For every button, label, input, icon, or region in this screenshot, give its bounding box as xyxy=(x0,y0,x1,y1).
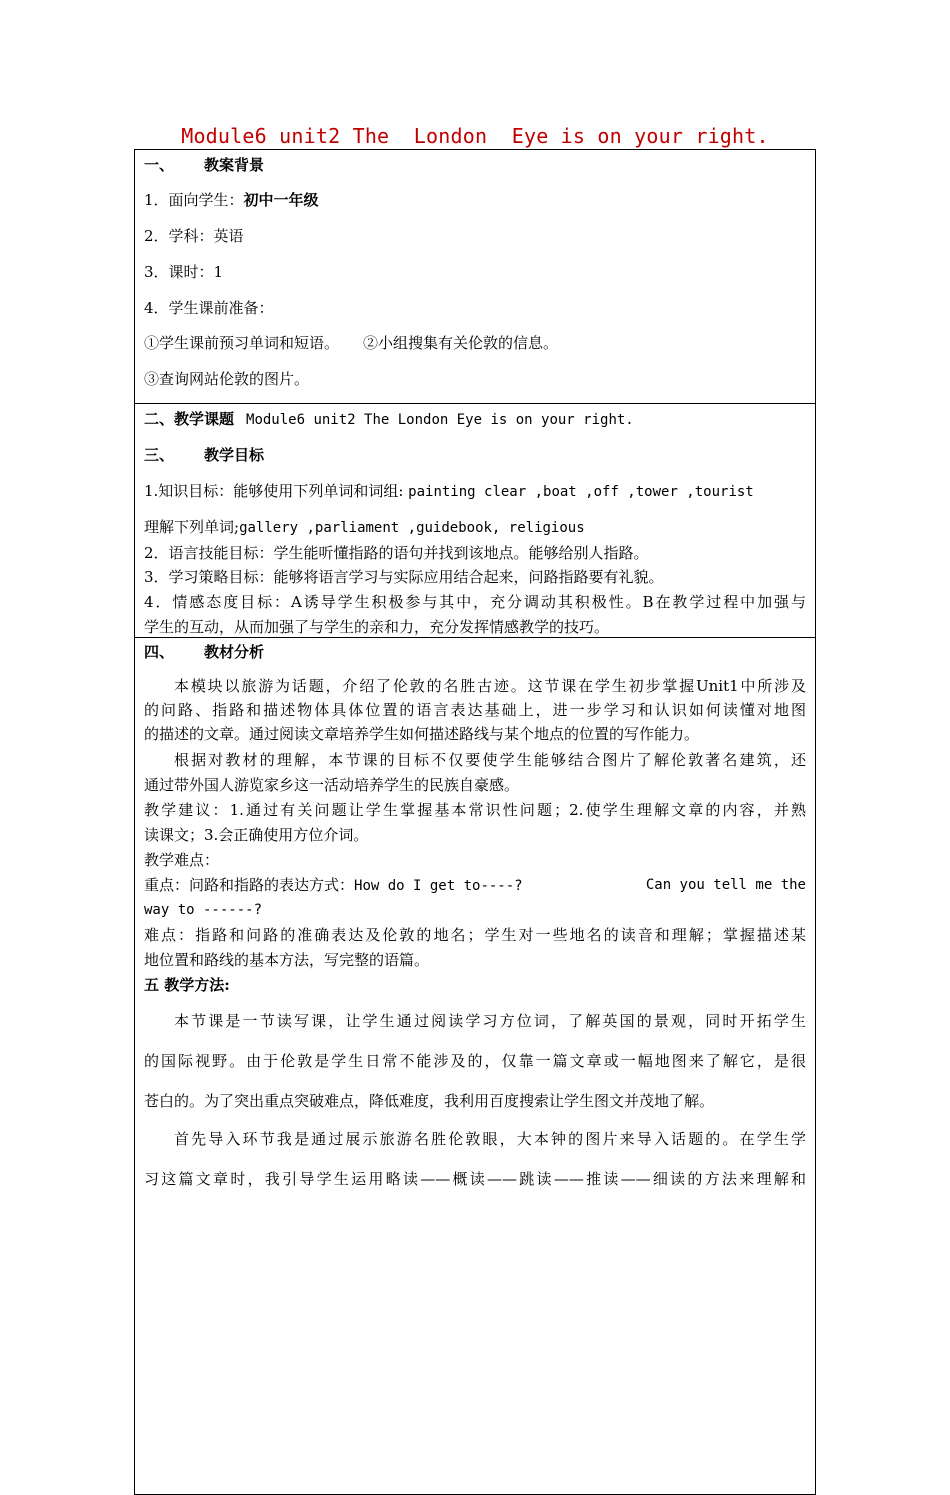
goal1-text: 1.知识目标：能够使用下列单词和词组: xyxy=(144,482,404,500)
section2-heading: 二、教学课题 xyxy=(144,410,235,428)
section1-heading-text: 教案背景 xyxy=(204,156,265,174)
item-periods: 3．课时：1 xyxy=(144,263,224,281)
section3-heading-text: 教学目标 xyxy=(204,446,265,464)
difficulty-label: 教学难点： xyxy=(144,851,220,869)
goal1-words: painting clear ,boat ,off ,tower ,tourist xyxy=(408,484,754,500)
hard-point-line1: 难点：指路和问路的准确表达及伦敦的地名；学生对一些地名的读音和理解；掌握描述某 xyxy=(144,926,806,944)
lesson-topic: Module6 unit2 The London Eye is on your right. xyxy=(246,412,634,428)
preparation-list xyxy=(144,334,806,352)
key-point-line2: way to ------? xyxy=(144,902,263,918)
key-point-q1: How do I get to----? xyxy=(354,878,523,894)
key-point-text: 重点：问路和指路的表达方式： xyxy=(144,876,355,894)
hard-point-line2: 地位置和路线的基本方法，写完整的语篇。 xyxy=(144,951,430,969)
method-p2-line2: 习这篇文章时，我引导学生运用略读——概读——跳读——推读——细读的方法来理解和 xyxy=(144,1170,806,1188)
item1-value: 初中一年级 xyxy=(243,191,319,209)
analysis-p1-line3: 的描述的文章。通过阅读文章培养学生如何描述路线与某个地点的位置的写作能力。 xyxy=(144,725,700,743)
goal1b-text: 理解下列单词; xyxy=(144,518,240,536)
goal-attitude-line2: 学生的互动，从而加强了与学生的亲和力，充分发挥情感教学的技巧。 xyxy=(144,618,610,636)
section-topic-goals xyxy=(135,404,815,638)
section1-heading xyxy=(144,156,806,174)
goal-language-skill: 2．语言技能目标：学生能听懂指路的语句并找到该地点。能够给别人指路。 xyxy=(144,544,649,562)
prep-item-a: ①学生课前预习单词和短语。 xyxy=(144,334,340,352)
item-preparation: 4．学生课前准备： xyxy=(144,299,274,317)
item-subject: 2．学科：英语 xyxy=(144,227,244,245)
section5-heading: 五 教学方法: xyxy=(144,976,230,994)
analysis-p2-line1: 根据对教材的理解，本节课的目标不仅要使学生能够结合图片了解伦敦著名建筑，还 xyxy=(174,751,806,769)
section-background xyxy=(135,150,815,404)
goal-knowledge xyxy=(144,482,806,501)
section4-heading-text: 教材分析 xyxy=(204,643,265,661)
key-point-line1 xyxy=(144,876,806,895)
key-point-q2: Can you tell me the xyxy=(645,877,806,893)
method-p1-line1: 本节课是一节读写课，让学生通过阅读学习方位词，了解英国的景观，同时开拓学生 xyxy=(174,1012,806,1030)
item-target-students xyxy=(144,191,806,209)
suggestion-line1: 教学建议：1.通过有关问题让学生掌握基本常识性问题；2.使学生理解文章的内容，并熟 xyxy=(144,801,806,819)
lesson-plan-table xyxy=(134,149,816,1495)
document-title: Module6 unit2 The London Eye is on your right. xyxy=(181,124,769,148)
method-p1-line2: 的国际视野。由于伦敦是学生日常不能涉及的，仅靠一篇文章或一幅地图来了解它，是很 xyxy=(144,1052,806,1070)
suggestion-line2: 读课文；3.会正确使用方位介词。 xyxy=(144,826,369,844)
section4-heading xyxy=(144,643,806,661)
analysis-p1-line2: 的问路、指路和描述物体具体位置的语言表达基础上，进一步学习和认识如何读懂对地图 xyxy=(144,701,806,719)
goal-knowledge-understand xyxy=(144,518,806,537)
method-p2-line1: 首先导入环节我是通过展示旅游名胜伦敦眼，大本钟的图片来导入话题的。在学生学 xyxy=(174,1130,806,1148)
prep-item-c: ③查询网站伦敦的图片。 xyxy=(144,370,310,388)
analysis-p2-line2: 通过带外国人游览家乡这一活动培养学生的民族自豪感。 xyxy=(144,776,520,794)
section4-heading-number: 四、 xyxy=(144,643,175,661)
section1-heading-number: 一、 xyxy=(144,156,175,174)
section-material-methods xyxy=(135,638,815,1494)
prep-item-b: ②小组搜集有关伦敦的信息。 xyxy=(363,334,559,352)
method-p1-line3: 苍白的。为了突出重点突破难点，降低难度，我利用百度搜索让学生图文并茂地了解。 xyxy=(144,1092,715,1110)
goal-learning-strategy: 3．学习策略目标：能够将语言学习与实际应用结合起来，问路指路要有礼貌。 xyxy=(144,568,664,586)
goal-attitude-line1: 4．情感态度目标：A诱导学生积极参与其中，充分调动其积极性。B在教学过程中加强与 xyxy=(144,593,806,611)
goal1b-words: gallery ,parliament ,guidebook, religious xyxy=(239,520,585,536)
item1-label: 1．面向学生： xyxy=(144,191,244,209)
section2-row xyxy=(144,410,806,429)
analysis-p1-line1: 本模块以旅游为话题，介绍了伦敦的名胜古迹。这节课在学生初步掌握Unit1中所涉及 xyxy=(174,677,806,695)
section3-heading xyxy=(144,446,806,464)
section3-heading-number: 三、 xyxy=(144,446,175,464)
